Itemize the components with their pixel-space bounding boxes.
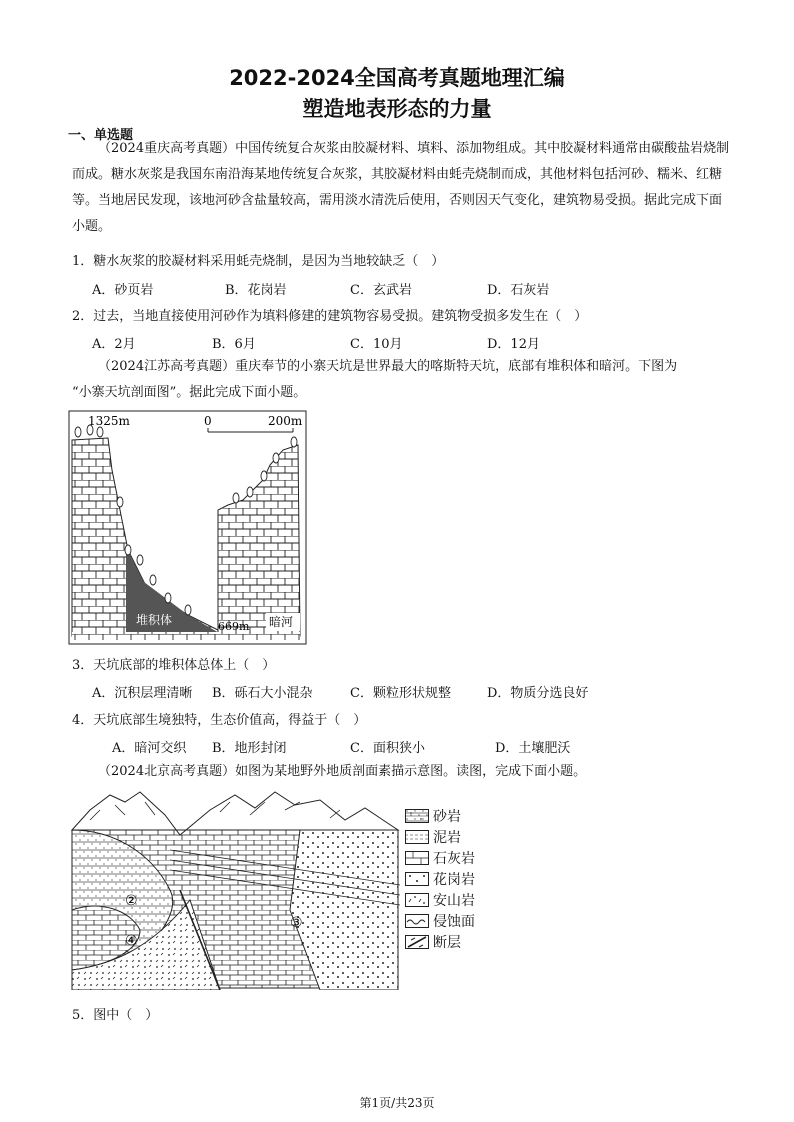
tree-icon: [291, 437, 297, 447]
mark-4: ④: [125, 933, 138, 949]
legend-andesite: 安山岩: [433, 893, 475, 909]
question-4: 4．天坑底部生境独特，生态价值高，得益于（ ）: [72, 713, 367, 728]
section-heading: 一、单选题: [68, 128, 134, 143]
tree-icon: [261, 471, 267, 481]
legend-mudstone: 泥岩: [433, 830, 461, 846]
q3-option-d: D．物质分选良好: [487, 686, 589, 701]
passage-2-line1: （2024江苏高考真题）重庆奉节的小寨天坑是世界最大的喀斯特天坑，底部有堆积体和暗河。下图为: [98, 359, 678, 374]
q4-option-a: A．暗河交织: [112, 741, 187, 756]
q4-option-d: D．土壤肥沃: [495, 741, 571, 756]
tiankeng-profile-figure: [68, 410, 308, 646]
page-title: 2022-2024全国高考真题地理汇编: [229, 66, 565, 90]
tree-icon: [150, 575, 156, 585]
q2-option-a: A．2月: [92, 337, 136, 352]
legend-fault: 断层: [433, 935, 461, 951]
tree-icon: [75, 427, 81, 437]
legend: [405, 806, 525, 953]
mark-2: ②: [125, 893, 138, 909]
bottom-elevation-label: 669m: [218, 620, 250, 633]
tree-icon: [247, 487, 253, 497]
question-1: 1．糖水灰浆的胶凝材料采用蚝壳烧制，是因为当地较缺乏（ ）: [72, 254, 445, 269]
tree-icon: [117, 497, 123, 507]
top-elevation-label: 1325m: [88, 414, 130, 428]
tree-icon: [97, 427, 103, 437]
q1-option-a: A．砂页岩: [92, 283, 154, 298]
page-number: 第1页/共23页: [359, 1096, 435, 1110]
q3-option-a: A．沉积层理清晰: [92, 686, 193, 701]
geologic-section-figure: [70, 790, 400, 990]
tree-icon: [125, 545, 131, 555]
legend-limestone: 石灰岩: [433, 851, 475, 867]
tree-icon: [137, 555, 143, 565]
fault-swatch: [405, 935, 429, 949]
q4-option-b: B．地形封闭: [212, 741, 287, 756]
mark-3: ③: [290, 915, 303, 931]
q1-option-d: D．石灰岩: [487, 283, 550, 298]
limestone-swatch: [405, 851, 429, 865]
legend-erosion-surface: 侵蚀面: [433, 914, 475, 930]
underground-river-label: 暗河: [269, 615, 294, 629]
tree-icon: [185, 605, 191, 615]
q1-option-b: B．花岗岩: [225, 283, 287, 298]
granite-swatch: [405, 872, 429, 886]
q4-option-c: C．面积狭小: [350, 741, 425, 756]
page-subtitle: 塑造地表形态的力量: [302, 97, 492, 121]
deposit-label: 堆积体: [136, 613, 173, 627]
q2-option-c: C．10月: [350, 337, 403, 352]
question-2: 2．过去，当地直接使用河砂作为填料修建的建筑物容易受损。建筑物受损多发生在（ ）: [72, 309, 588, 324]
passage-3: （2024北京高考真题）如图为某地野外地质剖面素描示意图。读图，完成下面小题。: [98, 764, 587, 779]
tree-icon: [273, 453, 279, 463]
legend-granite: 花岗岩: [433, 872, 475, 888]
q3-option-c: C．颗粒形状规整: [350, 686, 451, 701]
question-3: 3．天坑底部的堆积体总体上（ ）: [72, 658, 276, 673]
q3-option-b: B．砾石大小混杂: [212, 686, 313, 701]
scale-length-label: 200m: [268, 414, 303, 428]
q2-option-d: D．12月: [487, 337, 540, 352]
tree-icon: [233, 493, 239, 503]
mudstone-swatch: [405, 830, 429, 844]
legend-sandstone: 砂岩: [433, 809, 461, 825]
sandstone-swatch: [405, 809, 429, 823]
tree-icon: [165, 593, 171, 603]
passage-2-line2: “小寨天坑剖面图”。据此完成下面小题。: [72, 385, 307, 400]
q2-option-b: B．6月: [212, 337, 256, 352]
passage-1: （2024重庆高考真题）中国传统复合灰浆由胶凝材料、填料、添加物组成。其中胶凝材料通常由碳酸盐岩烧制而成。糖水灰浆是我国东南沿海某地传统复合灰浆，其胶凝材料由蚝壳烧制而成，其他材料包括河砂、糯米、红糖等。当地居民发现，该地河砂含盐量较高，需用淡水清洗后使用，否则因天气变化，建筑物易受损。据此完成下面小题。: [72, 141, 730, 234]
question-5: 5．图中（ ）: [72, 1008, 159, 1023]
q1-option-c: C．玄武岩: [350, 283, 412, 298]
erosion-surface-swatch: [405, 914, 429, 928]
scale-zero-label: 0: [204, 414, 212, 428]
andesite-swatch: [405, 893, 429, 907]
